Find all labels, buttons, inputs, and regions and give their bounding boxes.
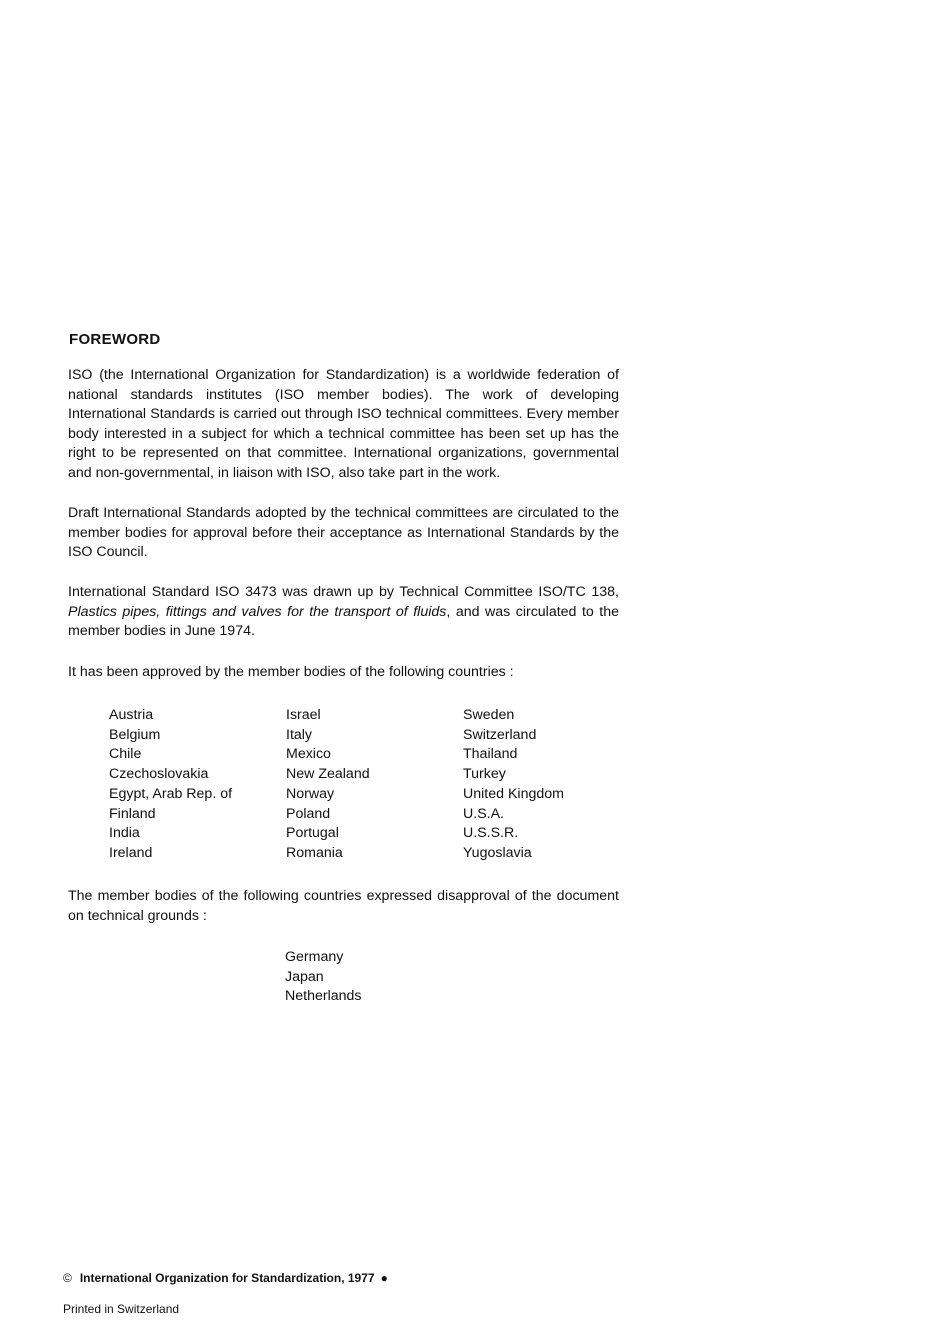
committee-text-after: , and was circulated to the member bodies in June 1974.	[68, 603, 620, 639]
approved-country: Czechoslovakia	[109, 766, 209, 783]
approved-country: Thailand	[463, 746, 518, 763]
approved-country: Israel	[286, 707, 321, 723]
approved-country: Sweden	[463, 707, 515, 723]
approved-countries-column-1	[109, 706, 232, 864]
approved-country: Poland	[286, 805, 331, 822]
approved-country: Portugal	[286, 825, 339, 842]
approved-country: India	[109, 825, 140, 842]
approved-country: Egypt, Arab Rep. of	[109, 785, 233, 802]
approved-country: U.S.S.R.	[463, 825, 519, 842]
foreword-paragraph-iso-description: ISO (the International Organization for Standardization) is a worldwide federation of national standards institutes (ISO member bodies). The work of developing International Standards is carried out through ISO technical committees. Every member body interested in a subject for which a technical committee has been set up has the right to be represented on that committee. International organizations, governmental and non-governmental, in liaison with ISO, also take part in the work.	[68, 367, 619, 481]
approved-country: United Kingdom	[463, 785, 564, 802]
printed-in-notice: Printed in Switzerland	[63, 1302, 180, 1316]
approved-country: Switzerland	[463, 726, 537, 743]
bullet-icon: ●	[380, 1271, 388, 1285]
disapproved-countries-list	[285, 948, 362, 1007]
approved-countries-column-3	[463, 706, 564, 864]
approved-country: Mexico	[286, 746, 331, 763]
approved-country: U.S.A.	[463, 805, 504, 822]
disapproved-country: Japan	[285, 968, 324, 985]
disapproved-country: Germany	[285, 949, 344, 965]
approved-country: Belgium	[109, 726, 161, 743]
approved-country: New Zealand	[286, 766, 370, 783]
foreword-paragraph-disapproval: The member bodies of the following countries expressed disapproval of the document on technical grounds :	[68, 888, 619, 924]
approved-country: Ireland	[109, 844, 153, 861]
approved-country: Norway	[286, 785, 335, 802]
foreword-paragraph-draft-standards: Draft International Standards adopted by the technical committees are circulated to the member bodies for approval before their acceptance as International Standards by the ISO Council.	[68, 505, 619, 560]
copyright-text: International Organization for Standardization, 1977	[79, 1271, 375, 1285]
approved-country: Turkey	[463, 766, 506, 783]
foreword-heading: FOREWORD	[69, 331, 161, 348]
foreword-paragraph-approval: It has been approved by the member bodies of the following countries :	[68, 664, 514, 680]
approved-country: Yugoslavia	[463, 844, 532, 861]
approved-countries-column-2	[286, 706, 370, 864]
foreword-paragraph-committee	[68, 583, 619, 642]
copyright-icon: ©	[63, 1271, 72, 1285]
approved-country: Romania	[286, 844, 343, 861]
committee-text-before: International Standard ISO 3473 was drawn up by Technical Committee ISO/TC 138,	[68, 584, 619, 600]
disapproved-country: Netherlands	[285, 988, 362, 1005]
committee-title: Plastics pipes, fittings and valves for the transport of fluids	[68, 603, 447, 620]
approved-country: Chile	[109, 746, 142, 763]
approved-country: Austria	[109, 707, 154, 723]
copyright-notice	[63, 1271, 388, 1285]
approved-country: Finland	[109, 805, 156, 822]
approved-country: Italy	[286, 726, 313, 743]
